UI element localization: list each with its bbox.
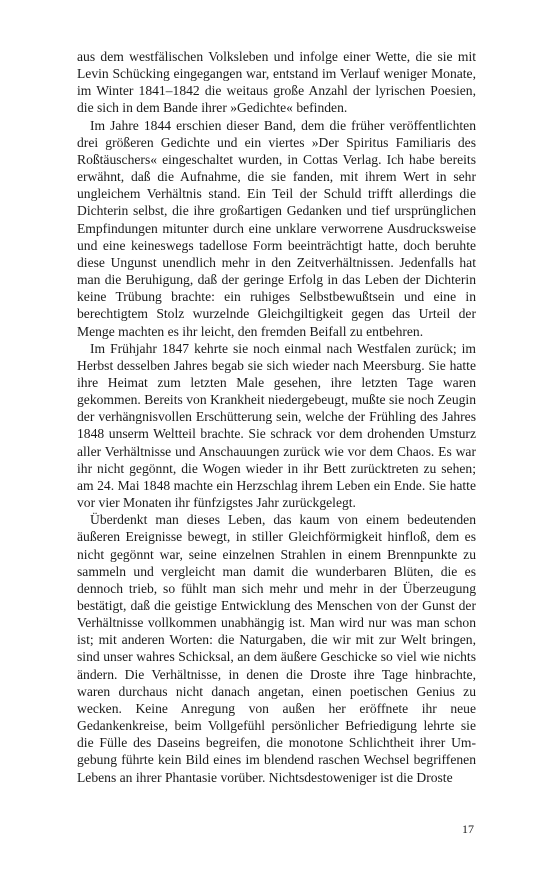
paragraph-1: aus dem westfälischen Volksleben und infolge einer Wette, die sie mit Levin Schücking eingegangen war, entstand im Verlauf weniger Monate, im Winter 1841–1842 die weitaus große Anzahl der lyrischen Poesien, die sich in dem Bande ihrer »Gedichte« befinden. [77,49,476,116]
paragraph-3: Im Frühjahr 1847 kehrte sie noch einmal nach Westfalen zurück; im Herbst desselben Jahres begab sie sich wieder nach Meersburg. Sie hatte ihre Heimat zum letzten Male gesehen, ihre letzten Tage waren gekommen. Bereits von Krankheit niedergebeugt, mußte sie noch Zeugin der verhängnisvollen Erschütterung sein, welche der Frühling des Jahres 1848 unserm Weltteil brachte. Sie schrack vor dem drohenden Umsturz aller Verhältnisse und Anschauungen zurück wie vor dem Chaos. Es war ihr nicht gegönnt, die Wogen wieder in ihr Bett zurücktreten zu sehen; am 24. Mai 1848 machte ein Herzschlag ihrem Leben ein Ende. Sie hatte vor vier Monaten ihr fünfzigstes Jahr zurückgelegt. [77,340,476,511]
page-number: 17 [462,822,474,836]
paragraph-4: Überdenkt man dieses Leben, das kaum von einem bedeutenden äußeren Ereignisse bewegt, in stiller Gleichförmigkeit hinfloß, dem es nicht gegönnt war, seine einzelnen Strahlen in einem Brennpunkte zu sammeln und vergleicht man damit die wunderbaren Blüten, die es dennoch trieb, so fühlt man sich mehr und mehr in der Überzeugung bestätigt, daß die geistige Entwicklung des Menschen von der Gunst der Verhältnisse vollkommen unabhängig ist. Man wird nur was man schon ist; mit anderen Worten: die Naturgaben, die wir mit zur Welt bringen, sind unser wahres Schicksal, an dem äußere Geschicke so viel wie nichts ändern. Die Verhältnisse, in denen die Droste ihre Tage hinbrachte, waren durchaus nicht danach angetan, einen poetischen Genius zu wecken. Keine Anregung von außen her eröffnete ihr neue Gedankenkreise, beim Vollgefühl persönlicher Befriedigung lehrte sie die Fülle des Daseins begreifen, die monotone Schlichtheit ihrer Umgebung führte kein Bild eines im blendend raschen Wechsel begriffenen Lebens an ihrer Phantasie vorüber. Nichtsdestoweniger ist die Droste [77,512,476,785]
paragraph-2: Im Jahre 1844 erschien dieser Band, dem die früher veröffentlichten drei größeren Gedichte und ein viertes »Der Spiritus Familiaris des Roßtäuschers« eingeschaltet wurden, in Cottas Verlag. Ich habe bereits erwähnt, daß die Aufnahme, die sie fanden, mit ihrem Wert in sehr ungleichem Verhältnis stand. Ein Teil der Schuld trifft allerdings die Dichterin selbst, die ihre großartigen Gedanken und tief ursprünglichen Empfindungen mitunter durch eine unklare verworrene Ausdrucksweise und eine keineswegs tadellose Form beeinträchtigt hatte, doch beruhte diese Ungunst unendlich mehr in den Zeitverhältnissen. Jedenfalls hat man die Beruhigung, daß der geringe Erfolg in das Leben der Dichterin keine Trübung brachte: ein ruhiges Selbstbewußtsein und eine in berechtigtem Stolz wurzelnde Gleichgiltigkeit gegen das Urteil der Menge machten es ihr leicht, den fremden Beifall zu entbehren. [77,117,476,339]
page-body [77,48,476,786]
